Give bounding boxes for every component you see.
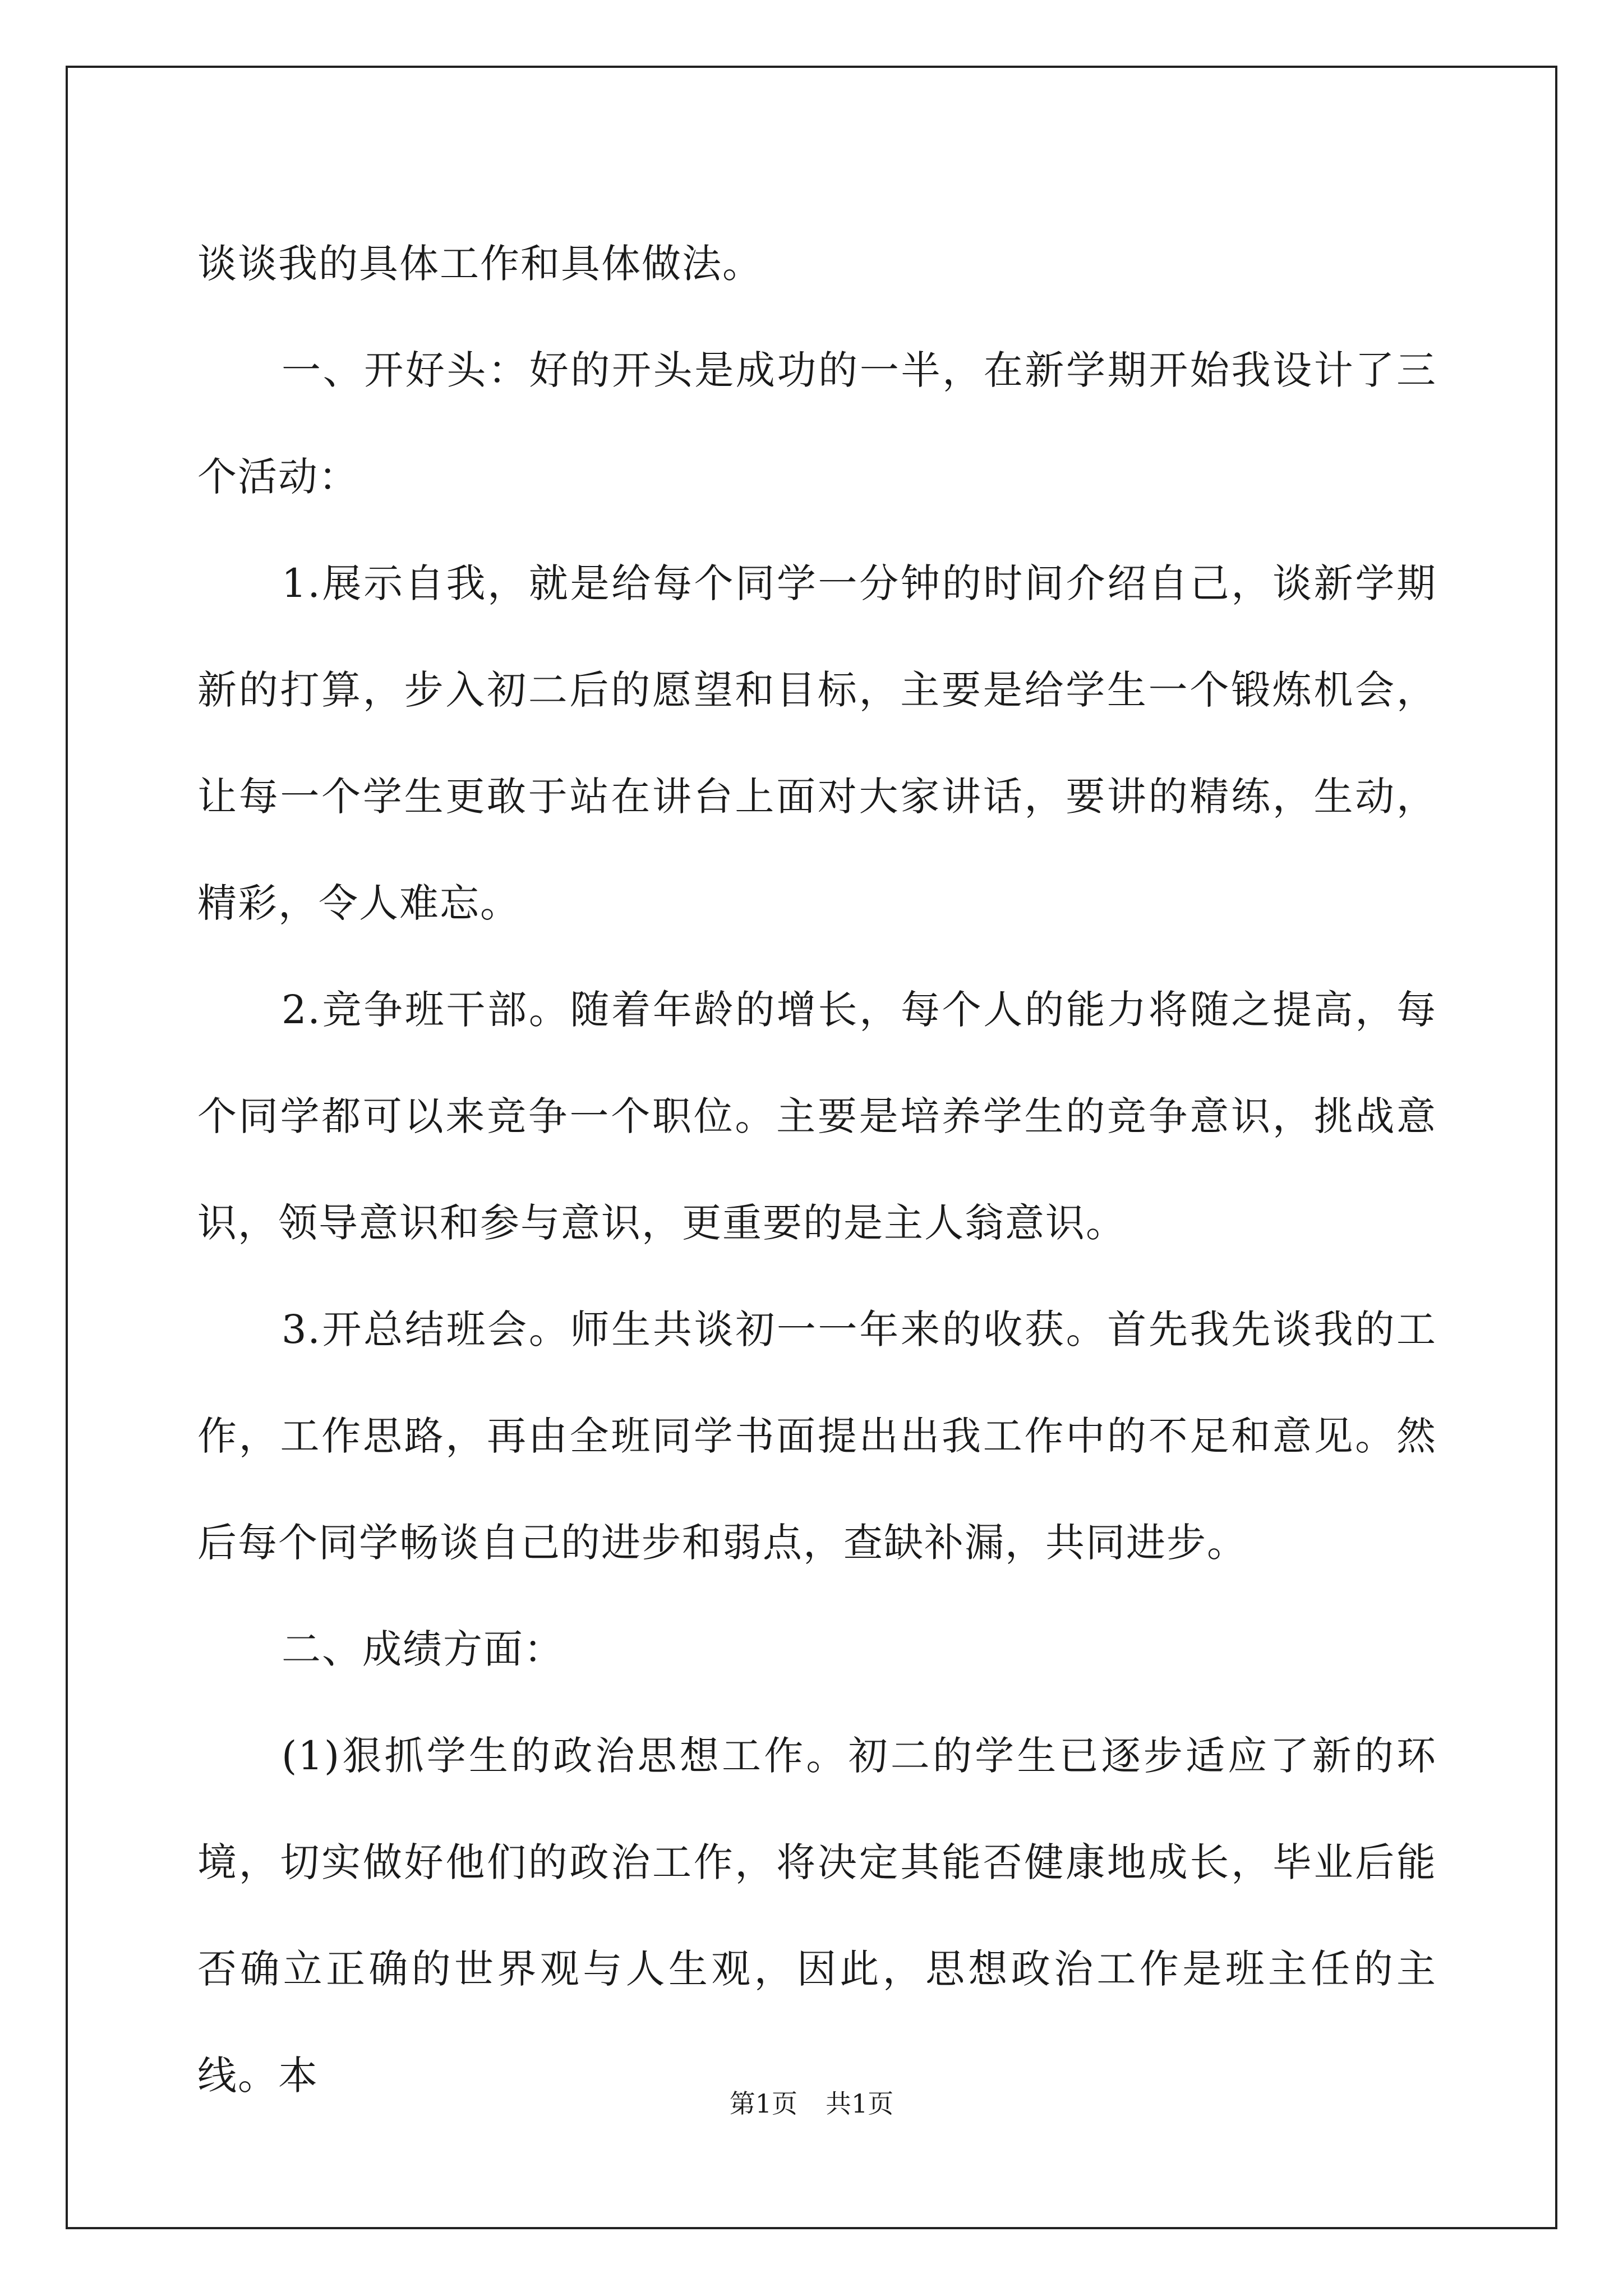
page-total: 共1页 [826,2088,894,2119]
document-body [197,210,1437,2129]
paragraph-item-politics: (1)狠抓学生的政治思想工作。初二的学生已逐步适应了新的环境，切实做好他们的政治工作，将决定其能否健康地成长，毕业后能否确立正确的世界观与人生观，因此，思想政治工作是班主任的主线。本 [197,1733,1437,2099]
paragraph-intro: 谈谈我的具体工作和具体做法。 [197,241,763,287]
paragraph-item-3: 3.开总结班会。师生共谈初一一年来的收获。首先我先谈我的工作，工作思路，再由全班同学书面提出出我工作中的不足和意见。然后每个同学畅谈自己的进步和弱点，查缺补漏，共同进步。 [197,1306,1437,1566]
paragraph-item-2: 2.竞争班干部。随着年龄的增长，每个人的能力将随之提高，每个同学都可以来竞争一个职位。主要是培养学生的竞争意识，挑战意识，领导意识和参与意识，更重要的是主人翁意识。 [197,987,1437,1246]
paragraph-section-one: 一、开好头：好的开头是成功的一半，在新学期开始我设计了三个活动： [197,347,1437,500]
page-footer [0,2087,1623,2120]
paragraph-item-1: 1.展示自我，就是给每个同学一分钟的时间介绍自己，谈新学期新的打算，步入初二后的愿望和目标，主要是给学生一个锻炼机会，让每一个学生更敢于站在讲台上面对大家讲话，要讲的精练，生动，精彩，令人难忘。 [197,560,1437,926]
paragraph-section-two: 二、成绩方面： [282,1626,564,1672]
page-number: 第1页 [729,2088,797,2119]
